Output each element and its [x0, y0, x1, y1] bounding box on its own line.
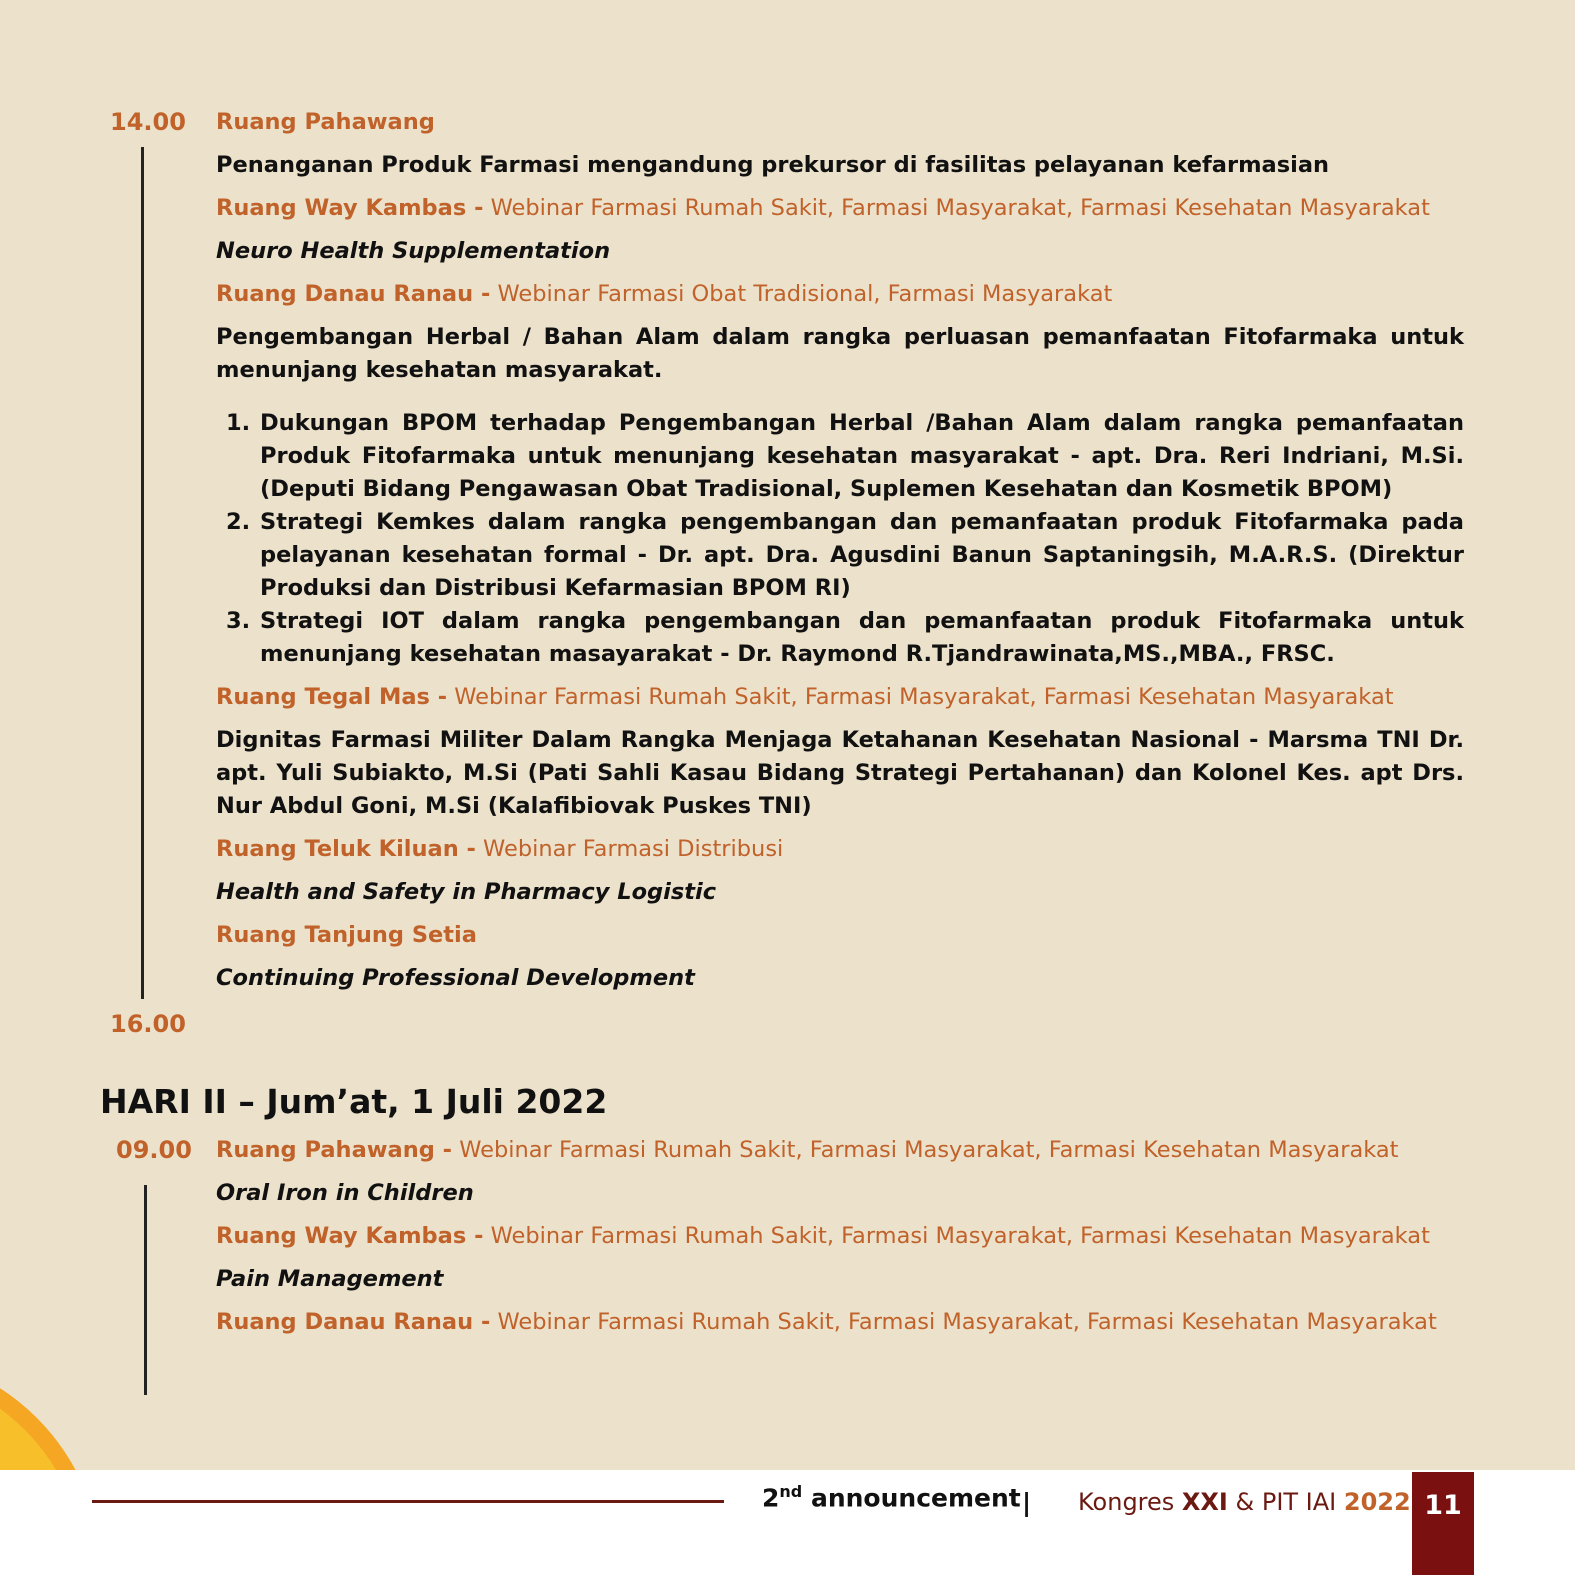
speaker-item: 3. Strategi IOT dalam rangka pengembangan dan pemanfaatan produk Fitofarmaka untuk menunjang kesehatan masayarakat - Dr. Raymond R.Tjandrawinata,MS.,MBA., FRSC.: [258, 605, 1464, 671]
timeline-line-day1: [141, 147, 144, 999]
session-title: Continuing Professional Development: [216, 965, 695, 991]
announcement-word: announcement: [810, 1483, 1021, 1513]
room-name: Ruang Way Kambas -: [216, 195, 484, 221]
session-room-header: [216, 1134, 1464, 1167]
room-subtitle: Webinar Farmasi Rumah Sakit, Farmasi Masyarakat, Farmasi Kesehatan Masyarakat: [454, 684, 1394, 710]
announcement-number: 2: [762, 1483, 780, 1513]
day2-heading: HARI II – Jum’at, 1 Juli 2022: [100, 1082, 608, 1121]
event-year: 2022: [1343, 1488, 1411, 1516]
room-subtitle: Webinar Farmasi Distribusi: [483, 836, 784, 862]
time-start-day1: 14.00: [110, 108, 186, 136]
session-title: Neuro Health Supplementation: [216, 238, 611, 264]
speaker-list: [216, 407, 1464, 671]
session-title: Dignitas Farmasi Militer Dalam Rangka Menjaga Ketahanan Kesehatan Nasional - Marsma TNI Dr. apt. Yuli Subiakto, M.Si (Pati Sahli Kasau Bidang Strategi Pertahanan) dan Kolonel Kes. apt Drs. Nur Abdul Goni, M.Si (Kalafibiovak Puskes TNI): [216, 727, 1464, 819]
room-name: Ruang Teluk Kiluan -: [216, 836, 476, 862]
event-pit: & PIT IAI: [1235, 1488, 1337, 1516]
room-name: Ruang Danau Ranau -: [216, 1309, 491, 1335]
room-name: Ruang Way Kambas -: [216, 1223, 484, 1249]
speaker-item: 2. Strategi Kemkes dalam rangka pengembangan dan pemanfaatan produk Fitofarmaka pada pelayanan kesehatan formal - Dr. apt. Dra. Agusdini Banun Saptaningsih, M.A.R.S. (Direktur Produksi dan Distribusi Kefarmasian BPOM RI): [258, 506, 1464, 605]
session-room-header: [216, 106, 1464, 139]
footer-rule: [92, 1500, 724, 1503]
announcement-label: [762, 1482, 1021, 1512]
page-number: 11: [1412, 1472, 1474, 1575]
session-room-header: [216, 1306, 1464, 1339]
room-subtitle: Webinar Farmasi Rumah Sakit, Farmasi Masyarakat, Farmasi Kesehatan Masyarakat: [490, 195, 1430, 221]
session-room-header: [216, 833, 1464, 866]
announcement-suffix: nd: [779, 1482, 803, 1501]
room-name: Ruang Danau Ranau -: [216, 281, 491, 307]
session-room-header: [216, 919, 1464, 952]
room-subtitle: Webinar Farmasi Obat Tradisional, Farmasi Masyarakat: [497, 281, 1113, 307]
room-subtitle: Webinar Farmasi Rumah Sakit, Farmasi Masyarakat, Farmasi Kesehatan Masyarakat: [459, 1137, 1399, 1163]
session-title: Penanganan Produk Farmasi mengandung prekursor di fasilitas pelayanan kefarmasian: [216, 152, 1330, 178]
session-room-header: [216, 192, 1464, 225]
time-start-day2: 09.00: [116, 1136, 192, 1164]
room-name: Ruang Tegal Mas -: [216, 684, 448, 710]
room-name: Ruang Pahawang: [216, 109, 435, 135]
event-edition: XXI: [1181, 1488, 1228, 1516]
session-title: Oral Iron in Children: [216, 1180, 474, 1206]
day1-sessions: [216, 106, 1464, 1005]
room-subtitle: Webinar Farmasi Rumah Sakit, Farmasi Masyarakat, Farmasi Kesehatan Masyarakat: [497, 1309, 1437, 1335]
session-room-header: [216, 1220, 1464, 1253]
room-subtitle: Webinar Farmasi Rumah Sakit, Farmasi Masyarakat, Farmasi Kesehatan Masyarakat: [490, 1223, 1430, 1249]
session-room-header: [216, 278, 1464, 311]
event-kongres: Kongres: [1078, 1488, 1175, 1516]
session-title: Pengembangan Herbal / Bahan Alam dalam rangka perluasan pemanfaatan Fitofarmaka untuk menunjang kesehatan masyarakat.: [216, 324, 1464, 383]
time-end-day1: 16.00: [110, 1010, 186, 1038]
timeline-line-day2: [144, 1185, 147, 1395]
footer-separator: |: [1022, 1488, 1032, 1517]
session-room-header: [216, 681, 1464, 714]
room-name: Ruang Pahawang -: [216, 1137, 453, 1163]
session-title: Pain Management: [216, 1266, 444, 1292]
session-title: Health and Safety in Pharmacy Logistic: [216, 879, 717, 905]
day2-sessions: [216, 1134, 1464, 1349]
room-name: Ruang Tanjung Setia: [216, 922, 477, 948]
event-name: [1078, 1488, 1411, 1516]
speaker-item: 1. Dukungan BPOM terhadap Pengembangan Herbal /Bahan Alam dalam rangka pemanfaatan Produk Fitofarmaka untuk menunjang kesehatan masyarakat - apt. Dra. Reri Indriani, M.Si. (Deputi Bidang Pengawasan Obat Tradisional, Suplemen Kesehatan dan Kosmetik BPOM): [258, 407, 1464, 506]
